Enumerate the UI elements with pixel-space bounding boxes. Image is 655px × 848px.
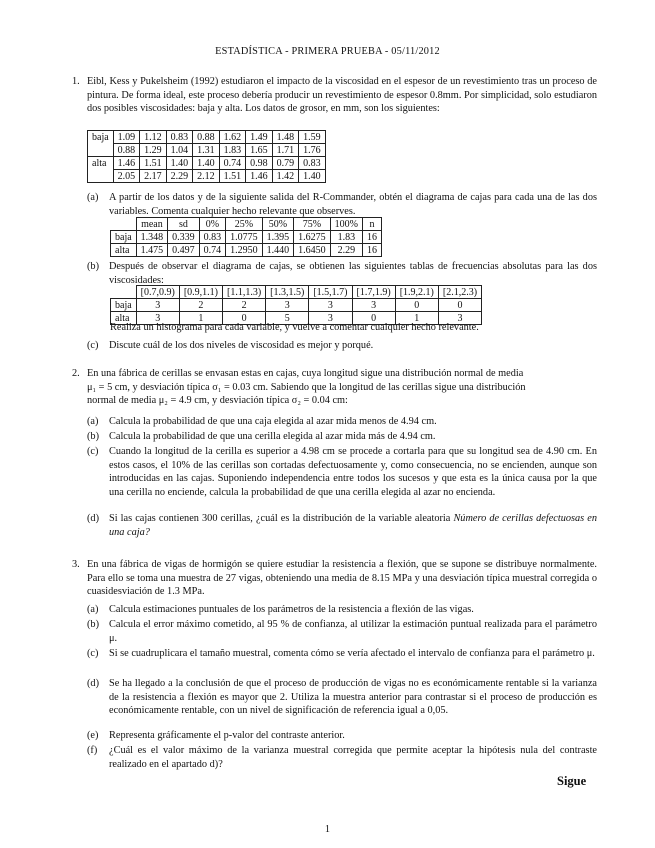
question-2 <box>72 367 597 408</box>
question-number: 2. <box>72 368 80 379</box>
table-cell: 0% <box>199 218 226 231</box>
table-cell: 0.98 <box>246 157 273 170</box>
table-cell: 0.79 <box>272 157 299 170</box>
part-label: (c) <box>87 340 99 351</box>
table-cell: 0 <box>352 312 395 325</box>
table-row <box>111 299 482 312</box>
part-text: Discute cuál de los dos niveles de viscosidad es mejor y porqué. <box>109 340 374 351</box>
row-label-cell <box>111 286 137 299</box>
table-cell: [1.9,2.1) <box>395 286 438 299</box>
page-number: 1 <box>324 824 331 835</box>
row-label-cell <box>111 218 137 231</box>
part-text: Después de observar el diagrama de cajas, se obtienen las siguientes tablas de frecuencias absolutas para las dos viscosidades: <box>109 261 597 286</box>
table-cell: 1.40 <box>166 157 193 170</box>
table-cell: 0.83 <box>199 231 226 244</box>
row-label-cell: baja <box>111 231 137 244</box>
summary-stats-table <box>110 217 382 257</box>
row-label-cell: baja <box>111 299 137 312</box>
table-cell: 1.2950 <box>226 244 263 257</box>
table-cell: 1.12 <box>140 131 167 144</box>
table-cell: sd <box>168 218 200 231</box>
table-cell: [1.5,1.7) <box>309 286 352 299</box>
table-cell: 2.05 <box>113 170 140 183</box>
question-text: En una fábrica de vigas de hormigón se quiere estudiar la resistencia a flexión, que se supone se distribuye normalmente. Para ello se toma una muestra de 27 vigas, obteniendo una media de 8.15 MPa y una desviación típica muestral corregida o cuasidesviación de 1.3 MPa. <box>87 559 597 597</box>
table-row <box>111 244 382 257</box>
table-cell: 1.29 <box>140 144 167 157</box>
row-label-cell: alta <box>111 244 137 257</box>
part-text: Calcula la probabilidad de que una caja elegida al azar mida menos de 4.94 cm. <box>109 416 437 427</box>
question-3 <box>72 558 597 599</box>
q3-part-b <box>87 618 597 645</box>
q1-part-b <box>87 260 597 287</box>
page-header: ESTADÍSTICA - PRIMERA PRUEBA - 05/11/2012 <box>215 46 440 57</box>
part-label: (b) <box>87 619 100 630</box>
table-cell: 1.6275 <box>294 231 331 244</box>
table-cell: 0.83 <box>299 157 326 170</box>
thickness-data-table <box>87 130 326 183</box>
table-cell: 1.40 <box>299 170 326 183</box>
table-cell: mean <box>136 218 168 231</box>
part-label: (c) <box>87 648 99 659</box>
table-cell: 3 <box>352 299 395 312</box>
table-cell: n <box>363 218 382 231</box>
row-label-cell: alta <box>88 157 114 170</box>
table-cell: 1.46 <box>246 170 273 183</box>
table-cell: 1.59 <box>299 131 326 144</box>
q2-part-b <box>87 430 597 444</box>
table-cell: 1.62 <box>219 131 246 144</box>
table-cell: 1 <box>395 312 438 325</box>
part-text <box>109 512 597 539</box>
table-cell: 1.42 <box>272 170 299 183</box>
question-number: 1. <box>72 76 80 87</box>
table-cell: 0.497 <box>168 244 200 257</box>
part-text: Se ha llegado a la conclusión de que el proceso de producción de vigas no es económicamente rentable si la varianza de la resistencia a flexión es mayor que 2. Utiliza la muestra anterior para contrastar si el proceso de producción es económicamente rentable, con un nivel de significación de referencia igual a 0,05. <box>109 678 597 716</box>
part-label: (d) <box>87 678 100 689</box>
table-cell: 1.76 <box>299 144 326 157</box>
row-label-cell: alta <box>111 312 137 325</box>
table-row <box>88 170 326 183</box>
table-cell: 1.51 <box>219 170 246 183</box>
table-cell: 1 <box>179 312 222 325</box>
table-cell: 0.88 <box>193 131 220 144</box>
continue-label: Sigue <box>557 774 587 788</box>
part-label: (b) <box>87 261 100 272</box>
table-cell: 1.48 <box>272 131 299 144</box>
question-text-line: En una fábrica de cerillas se envasan estas en cajas, cuya longitud sigue una distribución normal de media <box>87 368 524 379</box>
table-cell: 1.09 <box>113 131 140 144</box>
table-cell: [1.3,1.5) <box>266 286 309 299</box>
table-cell: 25% <box>226 218 263 231</box>
table-cell: 2.12 <box>193 170 220 183</box>
table-cell: 16 <box>363 231 382 244</box>
question-text <box>87 367 597 408</box>
table-cell: 1.0775 <box>226 231 263 244</box>
table-row <box>88 144 326 157</box>
table-cell: 1.83 <box>219 144 246 157</box>
part-text: ¿Cuál es el valor máximo de la varianza muestral corregida que permite aceptar la hipótesis nula del contraste realizado en el apartado d)? <box>109 745 597 770</box>
table-row <box>111 231 382 244</box>
table-cell: 1.395 <box>262 231 294 244</box>
part-text: Si se cuadruplicara el tamaño muestral, comenta cómo se vería afectado el intervalo de confianza para el parámetro μ. <box>109 648 595 659</box>
table-cell: 3 <box>309 299 352 312</box>
table-cell: 1.04 <box>166 144 193 157</box>
table-cell: 50% <box>262 218 294 231</box>
part-text: A partir de los datos y de la siguiente salida del R-Commander, obtén el diagrama de cajas para cada una de las dos variables. Comenta cualquier hecho relevante que observes. <box>109 192 597 217</box>
table-cell: 0.74 <box>219 157 246 170</box>
table-cell: 0.339 <box>168 231 200 244</box>
table-cell: 5 <box>266 312 309 325</box>
table-cell: 2 <box>179 299 222 312</box>
table-row <box>88 157 326 170</box>
q3-part-f <box>87 744 597 771</box>
q2-part-a <box>87 415 597 429</box>
table-cell: 0 <box>395 299 438 312</box>
part-label: (a) <box>87 416 99 427</box>
table-cell: [1.1,1.3) <box>223 286 266 299</box>
table-cell: 1.440 <box>262 244 294 257</box>
part-label: (a) <box>87 192 99 203</box>
question-text: Eibl, Kess y Pukelsheim (1992) estudiaron el impacto de la viscosidad en el espesor de un revestimiento tras un proceso de pintura. De forma ideal, este proceso debería producir un revestimiento de espesor 0.8mm. Por simplicidad, solo estudiaron dos posibles viscosidades: baja y alta. Los datos de grosor, en mm, son los siguientes: <box>87 76 597 114</box>
table-cell: 0 <box>438 299 481 312</box>
table-cell: 1.31 <box>193 144 220 157</box>
part-label: (d) <box>87 513 100 524</box>
histogram-note: Realiza un histograma para cada variable, y vuelve a comentar cualquier hecho relevante. <box>110 322 479 333</box>
question-text-line: normal de media μ₂ = 4.9 cm, y desviación típica σ₂ = 0.04 cm: <box>87 395 348 406</box>
q3-part-c <box>87 647 597 661</box>
part-text: Calcula el error máximo cometido, al 95 % de confianza, al utilizar la estimación puntual realizada para el parámetro μ. <box>109 619 597 644</box>
table-cell: 1.71 <box>272 144 299 157</box>
table-cell: [1.7,1.9) <box>352 286 395 299</box>
table-cell: 1.348 <box>136 231 168 244</box>
table-cell: 0.74 <box>199 244 226 257</box>
part-text: Calcula la probabilidad de que una cerilla elegida al azar mida más de 4.94 cm. <box>109 431 436 442</box>
table-cell: 16 <box>363 244 382 257</box>
header-row <box>111 218 382 231</box>
table-cell: 1.475 <box>136 244 168 257</box>
q3-part-e <box>87 729 597 743</box>
table-cell: 3 <box>136 299 179 312</box>
q3-part-d <box>87 677 597 718</box>
part-text: Calcula estimaciones puntuales de los parámetros de la resistencia a flexión de las vigas. <box>109 604 474 615</box>
frequency-table <box>110 285 482 325</box>
table-cell: 100% <box>330 218 362 231</box>
table-cell: 1.6450 <box>294 244 331 257</box>
question-number: 3. <box>72 559 80 570</box>
table-cell: [0.9,1.1) <box>179 286 222 299</box>
variable-name: Número de cerillas defectuosas en una caja? <box>109 513 597 538</box>
table-cell: [2.1,2.3) <box>438 286 481 299</box>
table-cell: 2 <box>223 299 266 312</box>
row-label-cell <box>88 144 114 157</box>
q2-part-d <box>87 512 597 539</box>
part-label: (a) <box>87 604 99 615</box>
part-text-main: Si las cajas contienen 300 cerillas, ¿cuál es la distribución de la variable aleatoria <box>109 513 454 524</box>
row-label-cell <box>88 170 114 183</box>
table-cell: 3 <box>136 312 179 325</box>
table-cell: [0.7,0.9) <box>136 286 179 299</box>
question-1 <box>72 75 597 116</box>
header-row <box>111 286 482 299</box>
table-cell: 1.65 <box>246 144 273 157</box>
table-cell: 3 <box>438 312 481 325</box>
part-label: (b) <box>87 431 100 442</box>
table-row <box>88 131 326 144</box>
q2-part-c <box>87 445 597 499</box>
table-cell: 75% <box>294 218 331 231</box>
part-label: (e) <box>87 730 99 741</box>
part-label: (f) <box>87 745 98 756</box>
table-cell: 0.83 <box>166 131 193 144</box>
table-cell: 3 <box>266 299 309 312</box>
table-cell: 0 <box>223 312 266 325</box>
table-cell: 1.46 <box>113 157 140 170</box>
table-cell: 1.49 <box>246 131 273 144</box>
table-cell: 2.17 <box>140 170 167 183</box>
row-label-cell: baja <box>88 131 114 144</box>
table-cell: 1.40 <box>193 157 220 170</box>
question-text-line: μ₁ = 5 cm, y desviación típica σ₁ = 0.03 cm. Sabiendo que la longitud de las cerillas sigue una distribución <box>87 381 526 393</box>
q1-part-c <box>87 339 597 353</box>
table-cell: 3 <box>309 312 352 325</box>
q3-part-a <box>87 603 597 617</box>
table-cell: 0.88 <box>113 144 140 157</box>
q1-part-a <box>87 191 597 218</box>
table-cell: 1.83 <box>330 231 362 244</box>
part-text: Cuando la longitud de la cerilla es superior a 4.98 cm se procede a cortarla para que su longitud sea de 4.90 cm. En estos casos, el 10% de las cerillas son cortadas defectuosamente y, como consecuencia, no se encienden, aunque son introducidas en las cajas. Suponiendo independencia entre todos los sucesos y que esta es la única causa por la que una cerilla no enciende, calcula la probabilidad de que una cerilla elegida al azar no encienda. <box>109 446 597 498</box>
part-label: (c) <box>87 446 99 457</box>
table-cell: 2.29 <box>330 244 362 257</box>
table-cell: 2.29 <box>166 170 193 183</box>
table-cell: 1.51 <box>140 157 167 170</box>
part-text: Representa gráficamente el p-valor del contraste anterior. <box>109 730 345 741</box>
